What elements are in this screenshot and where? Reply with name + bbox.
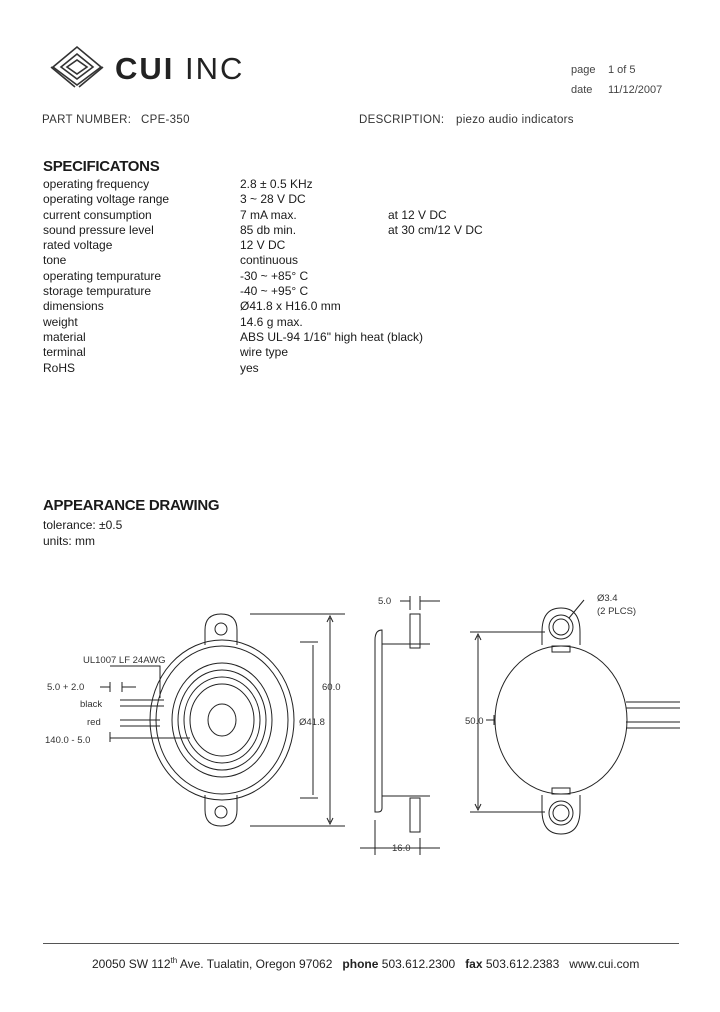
date-value: 11/12/2007 — [608, 84, 663, 96]
spec-name: current consumption — [43, 207, 152, 222]
black-wire-label: black — [80, 699, 103, 710]
spec-row — [43, 361, 683, 376]
hole-count-label: (2 PLCS) — [597, 606, 637, 617]
spec-value: 3 ~ 28 V DC — [240, 192, 306, 207]
footer-phone-label: phone — [342, 957, 379, 971]
hole-diameter-label: Ø3.4 — [597, 593, 618, 604]
footer-phone: 503.612.2300 — [381, 957, 456, 971]
wire-length-label: 140.0 - 5.0 — [45, 735, 91, 746]
spec-row — [43, 299, 683, 314]
spec-name: sound pressure level — [43, 222, 154, 237]
strip-length-label: 5.0 + 2.0 — [47, 682, 85, 693]
top-thickness-label: 5.0 — [378, 596, 392, 607]
depth-label: 16.0 — [392, 843, 411, 854]
part-number: CPE-350 — [141, 114, 190, 126]
page-value: 1 of 5 — [608, 64, 636, 76]
spec-row — [43, 223, 683, 238]
spec-row — [43, 315, 683, 330]
spec-value: continuous — [240, 253, 299, 268]
footer-fax: 503.612.2383 — [485, 957, 560, 971]
spec-name: terminal — [43, 345, 86, 360]
spec-row — [43, 345, 683, 360]
spec-condition: at 30 cm/12 V DC — [388, 222, 483, 237]
company-name: CUI INC — [115, 51, 245, 86]
spec-name: dimensions — [43, 299, 104, 314]
spec-value: ABS UL-94 1/16" high heat (black) — [240, 329, 424, 344]
spec-name: operating voltage range — [43, 192, 170, 207]
spec-row — [43, 269, 683, 284]
footer-contact — [92, 956, 639, 971]
cui-stacked-diamond-logo-icon — [45, 45, 109, 89]
footer-web[interactable]: www.cui.com — [569, 957, 640, 971]
footer-fax-label: fax — [465, 957, 483, 971]
spec-value: 2.8 ± 0.5 KHz — [240, 177, 313, 191]
spec-row — [43, 208, 683, 223]
page-label: page — [571, 64, 596, 76]
spec-name: weight — [43, 314, 78, 329]
spec-name: tone — [43, 253, 67, 268]
tolerance-note: tolerance: ±0.5 — [43, 518, 123, 532]
appearance-drawing — [0, 570, 720, 870]
wire-spec-label: UL1007 LF 24AWG — [83, 655, 166, 666]
spec-value: yes — [240, 360, 259, 375]
spec-value: -40 ~ +95° C — [240, 284, 309, 299]
spec-row — [43, 192, 683, 207]
description-label: DESCRIPTION: — [359, 114, 445, 126]
spec-row — [43, 284, 683, 299]
spec-row — [43, 253, 683, 268]
spec-name: operating tempurature — [43, 268, 162, 283]
units-note: units: mm — [43, 534, 96, 548]
side-view — [360, 596, 440, 855]
spec-row — [43, 238, 683, 253]
description: piezo audio indicators — [456, 114, 574, 126]
specs-title: SPECIFICATONS — [43, 158, 160, 175]
footer-address: 20050 SW 112th Ave. Tualatin, Oregon 97062 — [92, 956, 333, 971]
spec-name: rated voltage — [43, 238, 113, 253]
spec-name: material — [43, 329, 86, 344]
spec-row — [43, 330, 683, 345]
footer-rule — [43, 943, 679, 944]
spec-name: storage tempurature — [43, 284, 152, 299]
spec-value: 85 db min. — [240, 222, 297, 237]
spec-value: -30 ~ +85° C — [240, 268, 309, 283]
appearance-title: APPEARANCE DRAWING — [43, 497, 220, 514]
spec-condition: at 12 V DC — [388, 207, 447, 222]
spec-value: wire type — [240, 345, 289, 360]
spec-value: Ø41.8 x H16.0 mm — [240, 299, 341, 314]
spec-name: operating frequency — [43, 177, 150, 191]
company-logo — [45, 45, 255, 93]
spec-value: 12 V DC — [240, 238, 286, 253]
spec-name: RoHS — [43, 360, 76, 375]
spec-value: 14.6 g max. — [240, 314, 303, 329]
diameter-label: Ø41.8 — [299, 717, 325, 728]
specs-table — [43, 177, 683, 376]
mount-spacing-label: 50.0 — [465, 716, 484, 727]
date-label: date — [571, 84, 593, 96]
height-label: 60.0 — [322, 682, 341, 693]
spec-row — [43, 177, 683, 192]
spec-value: 7 mA max. — [240, 207, 297, 222]
red-wire-label: red — [87, 717, 101, 728]
part-number-label: PART NUMBER: — [42, 114, 132, 126]
back-view — [470, 600, 680, 834]
